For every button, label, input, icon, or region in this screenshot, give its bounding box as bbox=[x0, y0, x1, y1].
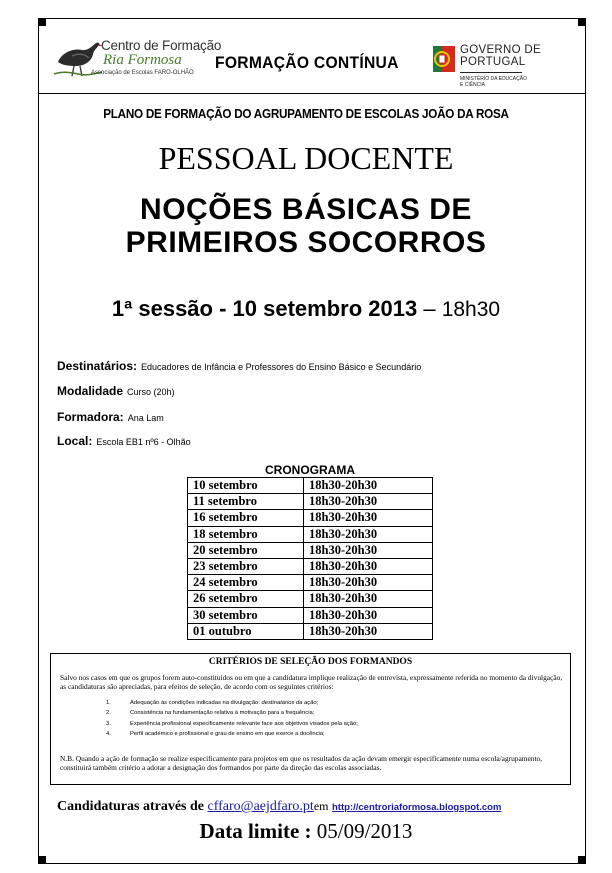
schedule-date: 18 setembro bbox=[188, 526, 304, 542]
list-item bbox=[106, 729, 358, 739]
schedule-date: 26 setembro bbox=[188, 591, 304, 607]
criteria-number: 1. bbox=[106, 700, 111, 706]
schedule-title: CRONOGRAMA bbox=[265, 463, 355, 477]
schedule-date: 01 outubro bbox=[188, 623, 304, 639]
table-row bbox=[188, 623, 433, 639]
header-divider bbox=[38, 93, 586, 94]
detail-value: Escola EB1 nº6 - Olhão bbox=[96, 437, 191, 447]
detail-modalidade bbox=[57, 384, 175, 398]
corner-mark bbox=[578, 18, 586, 26]
schedule-time: 18h30-20h30 bbox=[304, 494, 433, 510]
blog-link[interactable]: http://centroriaformosa.blogspot.com bbox=[332, 802, 502, 813]
applications-em: em bbox=[313, 799, 329, 813]
table-row bbox=[188, 607, 433, 623]
criteria-list bbox=[106, 698, 358, 740]
portugal-emblem-icon bbox=[433, 44, 457, 76]
schedule-time: 18h30-20h30 bbox=[304, 526, 433, 542]
table-row bbox=[188, 591, 433, 607]
main-title: FORMAÇÃO CONTÍNUA bbox=[215, 53, 399, 72]
cf-association: Associação de Escolas FARO-OLHÃO bbox=[91, 70, 194, 76]
detail-label: Modalidade bbox=[57, 384, 124, 398]
table-row bbox=[188, 478, 433, 494]
detail-value: Educadores de Infância e Professores do Ensino Básico e Secundário bbox=[141, 362, 422, 372]
session-time: 18h30 bbox=[441, 298, 501, 321]
detail-formadora bbox=[57, 410, 164, 424]
list-item bbox=[106, 698, 358, 708]
criteria-text: Perfil académico e profissional e grau de ensino em que exerce a docência; bbox=[130, 731, 325, 738]
detail-local bbox=[57, 434, 191, 448]
criteria-number: 3. bbox=[106, 720, 111, 727]
gov-line2: PORTUGAL bbox=[460, 56, 526, 68]
table-row bbox=[188, 510, 433, 526]
schedule-date: 23 setembro bbox=[188, 558, 304, 574]
schedule-time: 18h30-20h30 bbox=[304, 478, 433, 494]
detail-label: Formadora: bbox=[57, 410, 124, 424]
gov-divider bbox=[460, 72, 522, 73]
gov-ministry-line1: MINISTÉRIO DA EDUCAÇÃO bbox=[460, 76, 527, 82]
course-title-line2: PRIMEIROS SOCORROS bbox=[125, 226, 487, 259]
criteria-note: N.B. Quando a ação de formação se realize especificamente para projetos em que os resultados da ação devam emergir especificamente numa escola/agrupamento, constituirá também critério a adotar a designação dos formandos por parte da direção das escolas associadas. bbox=[60, 754, 543, 772]
criteria-box bbox=[50, 653, 571, 785]
session-dash: – bbox=[423, 296, 436, 321]
audience-title: PESSOAL DOCENTE bbox=[158, 140, 454, 176]
schedule-time: 18h30-20h30 bbox=[304, 575, 433, 591]
detail-value: Curso (20h) bbox=[127, 387, 175, 397]
schedule-date: 24 setembro bbox=[188, 575, 304, 591]
deadline bbox=[0, 819, 612, 844]
schedule-time: 18h30-20h30 bbox=[304, 558, 433, 574]
table-row bbox=[188, 542, 433, 558]
plan-title: PLANO DE FORMAÇÃO DO AGRUPAMENTO DE ESCOLAS JOÃO DA ROSA bbox=[103, 106, 509, 121]
criteria-intro: Salvo nos casos em que os grupos forem auto-constituídos ou em que a candidatura implique realização de entrevista, expressamente referida no momento da divulgação, as candidaturas são apreciadas, para efeitos de seleção, de acordo com os seguintes critérios: bbox=[60, 673, 563, 691]
schedule-date: 11 setembro bbox=[188, 494, 304, 510]
cf-subtitle: Ria Formosa bbox=[103, 52, 182, 68]
criteria-text: Experiência profissional especificamente relevante face aos objetivos visados pela ação; bbox=[130, 720, 358, 727]
gov-line1: GOVERNO DE bbox=[460, 44, 541, 56]
detail-label: Local: bbox=[57, 434, 93, 448]
list-item bbox=[106, 708, 358, 718]
corner-mark bbox=[578, 856, 586, 864]
schedule-date: 30 setembro bbox=[188, 607, 304, 623]
applications-label: Candidaturas através de bbox=[57, 799, 205, 814]
schedule-time: 18h30-20h30 bbox=[304, 542, 433, 558]
schedule-date: 20 setembro bbox=[188, 542, 304, 558]
session-label: 1ª sessão - 10 setembro 2013 bbox=[111, 296, 418, 321]
cf-title: Centro de Formação bbox=[101, 38, 222, 53]
session-line bbox=[0, 296, 612, 322]
criteria-number: 4. bbox=[106, 731, 111, 738]
deadline-label: Data limite : bbox=[199, 819, 312, 843]
criteria-emphasis: destinatários da ação; bbox=[261, 700, 319, 706]
schedule-date: 10 setembro bbox=[188, 478, 304, 494]
schedule-table bbox=[187, 477, 433, 640]
schedule-date: 16 setembro bbox=[188, 510, 304, 526]
table-row bbox=[188, 575, 433, 591]
criteria-number: 2. bbox=[106, 710, 111, 717]
detail-value: Ana Lam bbox=[127, 413, 164, 423]
detail-label: Destinatários: bbox=[57, 359, 138, 373]
schedule-time: 18h30-20h30 bbox=[304, 623, 433, 639]
list-item bbox=[106, 719, 358, 729]
gov-ministry-line2: E CIÊNCIA bbox=[460, 82, 486, 88]
schedule-time: 18h30-20h30 bbox=[304, 607, 433, 623]
table-row bbox=[188, 558, 433, 574]
applications-line bbox=[57, 799, 501, 815]
table-row bbox=[188, 526, 433, 542]
table-row bbox=[188, 494, 433, 510]
criteria-text: Consistência na fundamentação relativa à motivação para a frequência; bbox=[130, 710, 315, 717]
course-title bbox=[0, 193, 612, 259]
email-link[interactable]: cffaro@aejdfaro.pt bbox=[207, 799, 314, 814]
corner-mark bbox=[38, 856, 46, 864]
schedule-time: 18h30-20h30 bbox=[304, 591, 433, 607]
corner-mark bbox=[38, 18, 46, 26]
criteria-text: Adequação às condições indicadas na divulgação: bbox=[130, 700, 262, 706]
schedule-time: 18h30-20h30 bbox=[304, 510, 433, 526]
criteria-title: CRITÉRIOS DE SELEÇÃO DOS FORMANDOS bbox=[208, 657, 413, 667]
detail-destinatarios bbox=[57, 359, 421, 373]
course-title-line1: NOÇÕES BÁSICAS DE bbox=[140, 193, 472, 226]
deadline-value: 05/09/2013 bbox=[316, 819, 413, 843]
